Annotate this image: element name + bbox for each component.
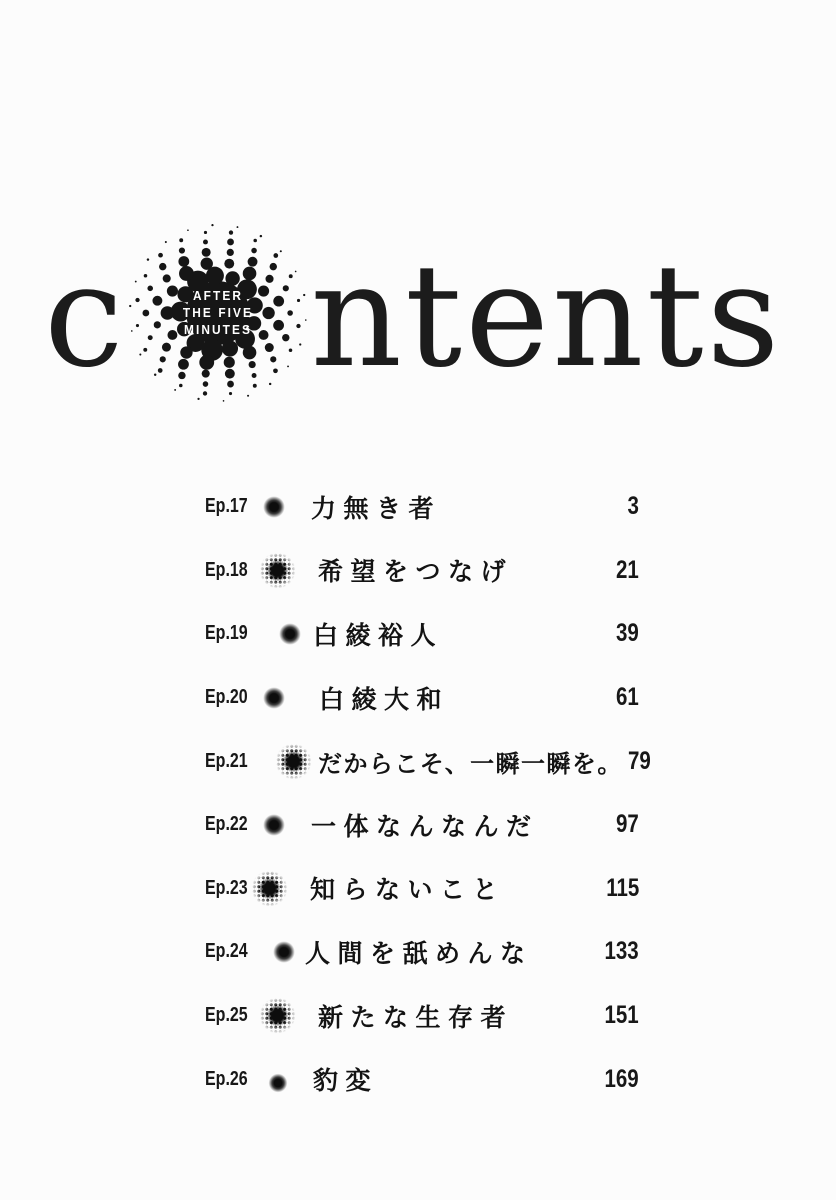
episode-title: 知らないこと [310, 876, 506, 905]
page-number: 21 [616, 555, 639, 584]
episode-marker-icon [259, 810, 289, 840]
toc-row-ep20 [205, 666, 639, 730]
episode-title: 一体なんなんだ [311, 812, 539, 841]
title-letter-c: c [44, 234, 127, 399]
page-number: 169 [604, 1064, 639, 1093]
episode-marker-icon [269, 937, 299, 967]
episode-title: 白綾大和 [319, 685, 450, 714]
episode-number: Ep.24 [205, 940, 248, 963]
page-number: 97 [616, 810, 639, 839]
toc-row-ep25 [205, 984, 639, 1048]
badge-line-3: MINUTES [183, 322, 252, 337]
episode-marker-icon [275, 743, 312, 780]
badge-line-1: AFTER [192, 288, 243, 303]
episode-title: 白綾裕人 [313, 621, 444, 650]
series-badge [133, 224, 302, 402]
episode-marker-icon [259, 492, 289, 522]
episode-number: Ep.26 [205, 1067, 248, 1090]
page-number: 3 [627, 492, 639, 521]
toc-row-ep22 [205, 793, 639, 857]
table-of-contents [205, 475, 651, 1111]
episode-marker-icon [251, 870, 288, 907]
page-number: 133 [604, 937, 639, 966]
episode-title: だからこそ、一瞬一瞬を。 [318, 750, 623, 778]
episode-number: Ep.17 [205, 495, 248, 518]
episode-marker-icon [259, 997, 296, 1034]
episode-marker-icon [259, 683, 289, 713]
episode-number: Ep.19 [205, 622, 248, 645]
toc-row-ep18 [205, 539, 639, 603]
halftone-o-icon [129, 224, 307, 402]
episode-number: Ep.23 [205, 876, 248, 899]
episode-title: 希望をつなげ [318, 558, 514, 587]
page-number: 115 [605, 873, 639, 902]
episode-title: 新たな生存者 [318, 1003, 514, 1032]
page-title [44, 224, 782, 402]
episode-number: Ep.20 [205, 686, 248, 709]
page-number: 151 [604, 1001, 639, 1030]
page-number: 79 [627, 746, 651, 775]
episode-number: Ep.22 [205, 813, 248, 836]
toc-row-ep23 [205, 857, 639, 921]
episode-marker-icon [259, 552, 296, 589]
episode-number: Ep.21 [205, 749, 248, 772]
episode-number: Ep.25 [205, 1004, 248, 1027]
episode-number: Ep.18 [205, 558, 248, 581]
page-number: 61 [616, 683, 639, 712]
episode-title: 人間を舐めんな [305, 939, 533, 968]
toc-row-ep26 [205, 1047, 639, 1111]
episode-title: 力無き者 [311, 494, 442, 523]
toc-row-ep21 [205, 729, 651, 793]
toc-row-ep19 [205, 602, 639, 666]
title-letters-ntents: ntents [310, 234, 783, 399]
toc-row-ep17 [205, 475, 639, 539]
page-number: 39 [616, 619, 639, 648]
episode-title: 豹変 [313, 1067, 379, 1096]
episode-marker-icon [265, 1070, 291, 1096]
badge-line-2: THE FIVE [182, 305, 253, 320]
episode-marker-icon [275, 619, 305, 649]
toc-row-ep24 [205, 920, 639, 984]
